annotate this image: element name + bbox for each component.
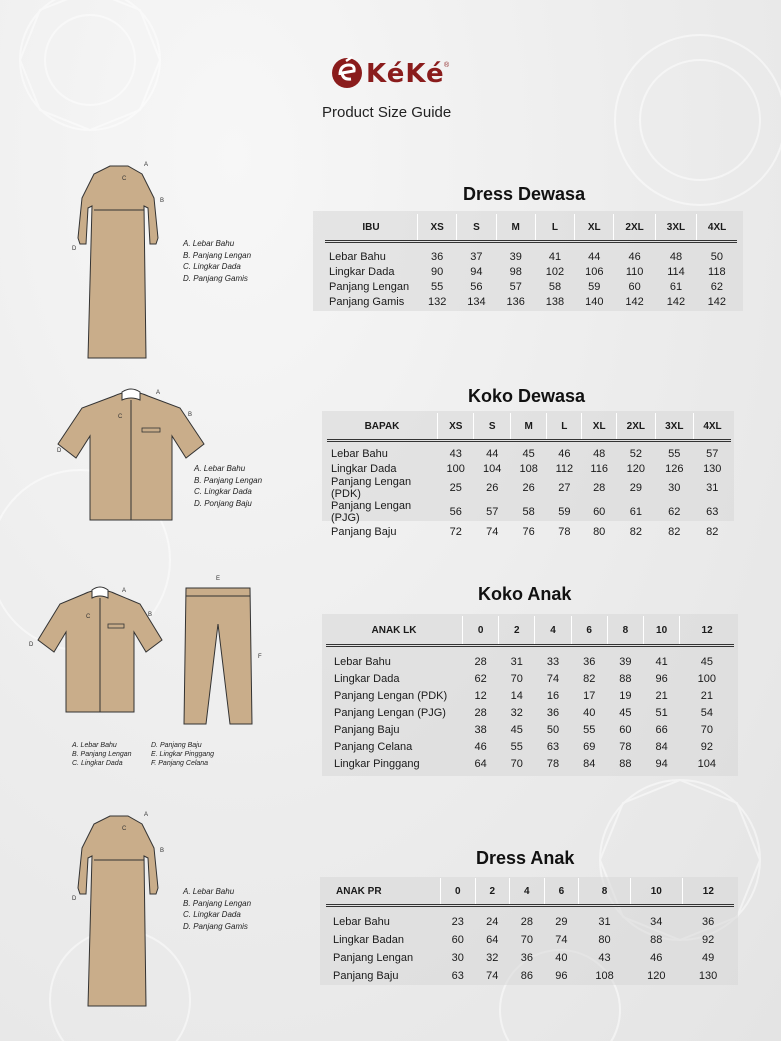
cell: 31 xyxy=(598,916,611,928)
cell: 106 xyxy=(585,265,604,278)
cell: 136 xyxy=(506,295,525,308)
cell: 62 xyxy=(668,506,681,518)
table-row xyxy=(326,646,734,654)
table-header: 10 xyxy=(630,878,682,906)
cell: 64 xyxy=(474,757,487,770)
table-header-row xyxy=(325,214,737,242)
cell: 100 xyxy=(697,672,717,685)
svg-text:C: C xyxy=(118,414,123,420)
table-header: 3XL xyxy=(655,413,693,441)
table-row xyxy=(325,264,737,279)
page-subtitle: Product Size Guide xyxy=(322,104,452,121)
cell: 82 xyxy=(706,525,719,538)
table-row xyxy=(326,670,734,687)
cell: 88 xyxy=(619,757,632,770)
cell: 98 xyxy=(509,265,522,278)
table-row xyxy=(327,524,731,539)
cell: 70 xyxy=(520,934,533,946)
cell: 80 xyxy=(598,934,611,946)
table-row xyxy=(326,755,734,772)
koko-kid-shirt-diagram xyxy=(28,584,168,718)
svg-text:A: A xyxy=(122,588,127,594)
cell: 70 xyxy=(510,757,523,770)
cell: 88 xyxy=(650,934,663,946)
legend-item: D. Ponjang Baju xyxy=(194,498,252,508)
cell: 82 xyxy=(583,672,596,685)
table-header: L xyxy=(535,214,574,242)
table-header: 8 xyxy=(579,878,631,906)
cell: 120 xyxy=(647,970,666,982)
cell: 69 xyxy=(583,740,596,753)
legend-item: A. Lebar Bahu xyxy=(183,887,235,896)
cell: 55 xyxy=(583,723,596,736)
legend-item: C. Lingkar Dada xyxy=(72,760,123,767)
cell: 112 xyxy=(555,462,574,475)
cell: 130 xyxy=(698,970,718,982)
row-label: Panjang Baju xyxy=(334,723,400,736)
cell: 28 xyxy=(474,706,487,719)
table-header: 6 xyxy=(571,616,607,646)
cell: 78 xyxy=(546,757,560,770)
cell: 48 xyxy=(669,250,683,263)
cell: 25 xyxy=(449,482,462,494)
section-title-koko-dewasa: Koko Dewasa xyxy=(468,386,586,406)
cell: 84 xyxy=(655,740,668,753)
legend-item: D. Panjang Gamis xyxy=(183,273,248,283)
cell: 60 xyxy=(628,280,641,293)
table-header: 0 xyxy=(463,616,499,646)
cell: 45 xyxy=(700,655,713,668)
cell: 63 xyxy=(546,740,560,753)
table-row xyxy=(325,249,737,264)
table-row xyxy=(326,738,734,755)
cell: 70 xyxy=(510,672,523,685)
svg-text:B: B xyxy=(160,198,165,204)
legend-item: B. Panjang Lengan xyxy=(183,250,252,260)
cell: 120 xyxy=(626,462,646,475)
table-row xyxy=(325,242,737,250)
svg-text:B: B xyxy=(160,848,165,854)
cell: 46 xyxy=(650,952,663,964)
size-table-dress-anak xyxy=(326,878,734,985)
table-row xyxy=(327,476,731,500)
cell: 17 xyxy=(583,689,596,702)
cell: 32 xyxy=(510,706,523,719)
table-header: S xyxy=(457,214,496,242)
cell: 64 xyxy=(486,934,499,946)
legend-item: A. Lebar Bahu xyxy=(194,464,246,473)
row-label: Panjang Lengan (PDK) xyxy=(334,689,448,702)
cell: 40 xyxy=(583,706,596,719)
cell: 36 xyxy=(701,916,715,928)
cell: 28 xyxy=(593,482,606,494)
brand-name: KéKé xyxy=(366,59,445,89)
cell: 28 xyxy=(474,655,487,668)
cell: 55 xyxy=(510,740,523,753)
koko-adult-legend xyxy=(194,463,262,509)
cell: 57 xyxy=(486,506,499,518)
cell: 16 xyxy=(546,689,560,702)
table-row xyxy=(327,461,731,476)
table-row xyxy=(325,294,737,309)
cell: 80 xyxy=(593,525,606,538)
cell: 50 xyxy=(546,723,560,736)
cell: 38 xyxy=(474,723,487,736)
legend-item: B. Panjang Lengan xyxy=(194,475,263,485)
cell: 116 xyxy=(590,462,608,475)
cell: 126 xyxy=(665,462,684,475)
cell: 48 xyxy=(593,447,606,460)
table-header: S xyxy=(474,413,510,441)
table-row xyxy=(326,687,734,704)
row-label: Lebar Bahu xyxy=(334,655,391,668)
cell: 92 xyxy=(701,934,715,946)
table-header: 4 xyxy=(535,616,571,646)
table-header: 2 xyxy=(475,878,510,906)
table-header-row xyxy=(327,413,731,441)
cell: 36 xyxy=(546,706,560,719)
table-row xyxy=(326,949,734,967)
cell: 63 xyxy=(706,506,719,518)
cell: 52 xyxy=(629,447,642,460)
dress-kid-legend xyxy=(183,886,251,932)
table-header: XL xyxy=(575,214,614,242)
cell: 62 xyxy=(474,672,487,685)
row-label: Lebar Bahu xyxy=(331,447,388,460)
cell: 44 xyxy=(588,250,601,263)
table-header: 4XL xyxy=(697,214,737,242)
cell: 26 xyxy=(486,482,499,494)
cell: 88 xyxy=(619,672,632,685)
cell: 142 xyxy=(707,295,726,308)
cell: 142 xyxy=(666,295,686,308)
svg-text:B: B xyxy=(148,612,153,618)
cell: 90 xyxy=(431,265,444,278)
legend-item: C. Lingkar Dada xyxy=(183,910,241,919)
cell: 21 xyxy=(700,689,713,702)
cell: 140 xyxy=(585,295,604,308)
legend-item: F. Panjang Celana xyxy=(151,760,209,767)
cell: 46 xyxy=(558,447,571,460)
cell: 30 xyxy=(451,952,464,964)
koko-adult-diagram xyxy=(56,384,206,524)
row-label: Lingkar Dada xyxy=(331,462,397,475)
cell: 36 xyxy=(520,952,533,964)
cell: 14 xyxy=(510,689,523,702)
cell: 58 xyxy=(548,280,562,293)
cell: 74 xyxy=(546,672,560,685)
row-label: Panjang Baju xyxy=(333,970,399,982)
dress-adult-diagram xyxy=(70,158,170,364)
cell: 54 xyxy=(700,706,713,719)
legend-item: A. Lebar Bahu xyxy=(72,742,117,749)
dress-adult-legend xyxy=(183,238,251,284)
table-row xyxy=(326,931,734,949)
cell: 66 xyxy=(655,723,668,736)
cell: 74 xyxy=(555,934,568,946)
cell: 56 xyxy=(449,506,462,518)
table-header: M xyxy=(510,413,546,441)
table-header-row xyxy=(326,878,734,906)
cell: 55 xyxy=(431,280,444,293)
table-header: 10 xyxy=(644,616,680,646)
legend-item: B. Panjang Lengan xyxy=(72,751,132,758)
registered-mark: ® xyxy=(444,62,450,69)
cell: 39 xyxy=(509,250,522,263)
cell: 19 xyxy=(619,689,632,702)
table-header: IBU xyxy=(362,221,380,233)
table-row xyxy=(326,906,734,914)
cell: 100 xyxy=(446,462,465,475)
cell: 41 xyxy=(548,250,562,263)
table-row xyxy=(326,967,734,985)
cell: 56 xyxy=(470,280,483,293)
cell: 62 xyxy=(710,280,723,293)
cell: 45 xyxy=(522,447,535,460)
table-header: XL xyxy=(582,413,617,441)
table-row xyxy=(327,500,731,524)
cell: 78 xyxy=(619,740,632,753)
row-label: Lingkar Pinggang xyxy=(334,757,420,770)
cell: 29 xyxy=(629,482,642,494)
cell: 45 xyxy=(510,723,523,736)
cell: 134 xyxy=(467,295,486,308)
table-header: 12 xyxy=(682,878,734,906)
table-header: L xyxy=(547,413,582,441)
table-header: M xyxy=(496,214,535,242)
svg-text:C: C xyxy=(86,614,91,620)
row-label: Lebar Bahu xyxy=(329,250,386,263)
row-label: Panjang Lengan (PJG) xyxy=(334,706,446,719)
koko-kid-legend-left xyxy=(72,741,132,768)
cell: 61 xyxy=(629,506,642,518)
legend-item: E. Lingkar Pinggang xyxy=(151,751,215,758)
cell: 46 xyxy=(628,250,641,263)
cell: 86 xyxy=(520,970,533,982)
cell: 82 xyxy=(668,525,681,538)
row-label: Lingkar Dada xyxy=(334,672,400,685)
table-header: XS xyxy=(418,214,457,242)
cell: 94 xyxy=(470,265,483,278)
cell: 40 xyxy=(555,952,568,964)
row-label: Panjang Celana xyxy=(334,740,413,753)
table-row xyxy=(325,279,737,294)
table-header: ANAK LK xyxy=(371,624,417,636)
table-header: 4XL xyxy=(694,413,732,441)
size-table-koko-anak xyxy=(326,616,734,772)
legend-item: A. Lebar Bahu xyxy=(183,239,235,248)
svg-text:E: E xyxy=(216,576,221,582)
cell: 76 xyxy=(522,525,535,538)
cell: 108 xyxy=(519,462,538,475)
legend-item: D. Panjang Baju xyxy=(151,742,202,749)
cell: 26 xyxy=(522,482,535,494)
cell: 30 xyxy=(668,482,681,494)
cell: 57 xyxy=(509,280,522,293)
cell: 39 xyxy=(619,655,632,668)
dress-kid-diagram xyxy=(70,808,170,1010)
row-label: Lingkar Badan xyxy=(333,934,404,946)
cell: 44 xyxy=(486,447,499,460)
row-label: Lebar Bahu xyxy=(333,916,390,928)
cell: 49 xyxy=(701,952,715,964)
brand-logo-icon xyxy=(330,56,364,90)
cell: 60 xyxy=(451,934,464,946)
cell: 132 xyxy=(427,295,447,308)
table-header: 2XL xyxy=(617,413,655,441)
cell: 84 xyxy=(583,757,596,770)
svg-text:C: C xyxy=(122,826,127,832)
cell: 23 xyxy=(451,916,464,928)
cell: 28 xyxy=(520,916,533,928)
cell: 36 xyxy=(431,250,444,263)
cell: 70 xyxy=(700,723,713,736)
cell: 108 xyxy=(595,970,614,982)
svg-text:A: A xyxy=(156,390,161,396)
cell: 142 xyxy=(625,295,644,308)
table-header: XS xyxy=(438,413,474,441)
cell: 31 xyxy=(510,655,523,668)
table-header: 3XL xyxy=(655,214,696,242)
table-header: 2 xyxy=(499,616,535,646)
cell: 59 xyxy=(588,280,601,293)
svg-text:C: C xyxy=(122,176,127,182)
cell: 31 xyxy=(706,482,719,494)
cell: 57 xyxy=(706,447,719,460)
legend-item: C. Lingkar Dada xyxy=(194,487,252,496)
size-table-dress-dewasa xyxy=(325,214,737,309)
cell: 74 xyxy=(486,525,499,538)
cell: 78 xyxy=(558,525,571,538)
koko-kid-pants-diagram xyxy=(178,574,268,730)
cell: 24 xyxy=(486,916,499,928)
cell: 36 xyxy=(583,655,596,668)
table-header: 12 xyxy=(680,616,734,646)
cell: 72 xyxy=(449,525,462,538)
cell: 96 xyxy=(555,970,568,982)
cell: 59 xyxy=(558,506,571,518)
cell: 138 xyxy=(545,295,565,308)
table-header: 4 xyxy=(510,878,545,906)
svg-text:D: D xyxy=(57,448,62,454)
cell: 33 xyxy=(546,655,560,668)
svg-text:A: A xyxy=(144,162,149,168)
table-header-row xyxy=(326,616,734,646)
cell: 12 xyxy=(474,689,487,702)
row-label: Panjang Baju xyxy=(331,525,397,538)
cell: 130 xyxy=(703,462,722,475)
cell: 34 xyxy=(650,916,663,928)
legend-item: B. Panjang Lengan xyxy=(183,898,252,908)
cell: 43 xyxy=(598,952,611,964)
row-label: Panjang Lengan (PDK) xyxy=(331,476,412,500)
cell: 104 xyxy=(483,462,502,475)
size-table-koko-dewasa xyxy=(327,413,731,539)
cell: 102 xyxy=(545,265,565,278)
section-title-dress-anak: Dress Anak xyxy=(476,848,575,868)
table-row xyxy=(326,704,734,721)
cell: 104 xyxy=(697,757,717,770)
cell: 32 xyxy=(486,952,499,964)
table-header: 2XL xyxy=(614,214,655,242)
cell: 114 xyxy=(667,265,685,278)
cell: 21 xyxy=(655,689,668,702)
svg-text:B: B xyxy=(188,412,193,418)
row-label: Lingkar Dada xyxy=(329,265,395,278)
cell: 55 xyxy=(668,447,681,460)
koko-kid-legend-right xyxy=(151,741,214,768)
table-row xyxy=(327,446,731,461)
table-row xyxy=(326,721,734,738)
cell: 94 xyxy=(655,757,668,770)
cell: 82 xyxy=(629,525,642,538)
row-label: Panjang Lengan xyxy=(329,280,410,293)
table-header: ANAK PR xyxy=(336,885,382,897)
cell: 118 xyxy=(708,265,726,278)
cell: 74 xyxy=(486,970,499,982)
svg-text:F: F xyxy=(258,654,262,660)
cell: 29 xyxy=(555,916,568,928)
row-label: Panjang Lengan (PJG) xyxy=(331,500,412,524)
cell: 96 xyxy=(655,672,668,685)
row-label: Panjang Lengan xyxy=(333,952,414,964)
section-title-koko-anak: Koko Anak xyxy=(478,584,572,604)
cell: 41 xyxy=(655,655,668,668)
cell: 43 xyxy=(449,447,462,460)
cell: 27 xyxy=(558,482,571,494)
svg-text:D: D xyxy=(72,246,77,252)
cell: 37 xyxy=(470,250,483,263)
legend-item: D. Panjang Gamis xyxy=(183,921,248,931)
cell: 50 xyxy=(710,250,723,263)
table-header: BAPAK xyxy=(364,420,400,432)
cell: 110 xyxy=(625,265,644,278)
table-row xyxy=(326,653,734,670)
cell: 51 xyxy=(655,706,668,719)
legend-item: C. Lingkar Dada xyxy=(183,262,241,271)
cell: 60 xyxy=(593,506,606,518)
cell: 58 xyxy=(522,506,535,518)
cell: 46 xyxy=(474,740,487,753)
section-title-dress-dewasa: Dress Dewasa xyxy=(463,184,586,204)
cell: 60 xyxy=(619,723,632,736)
table-header: 6 xyxy=(544,878,579,906)
row-label: Panjang Gamis xyxy=(329,295,405,308)
table-header: 8 xyxy=(607,616,643,646)
cell: 61 xyxy=(669,280,683,293)
table-row xyxy=(326,913,734,931)
svg-text:D: D xyxy=(72,896,77,902)
cell: 92 xyxy=(700,740,713,753)
svg-text:D: D xyxy=(29,642,34,648)
svg-text:A: A xyxy=(144,812,149,818)
cell: 45 xyxy=(619,706,632,719)
cell: 63 xyxy=(451,970,464,982)
table-header: 0 xyxy=(441,878,476,906)
